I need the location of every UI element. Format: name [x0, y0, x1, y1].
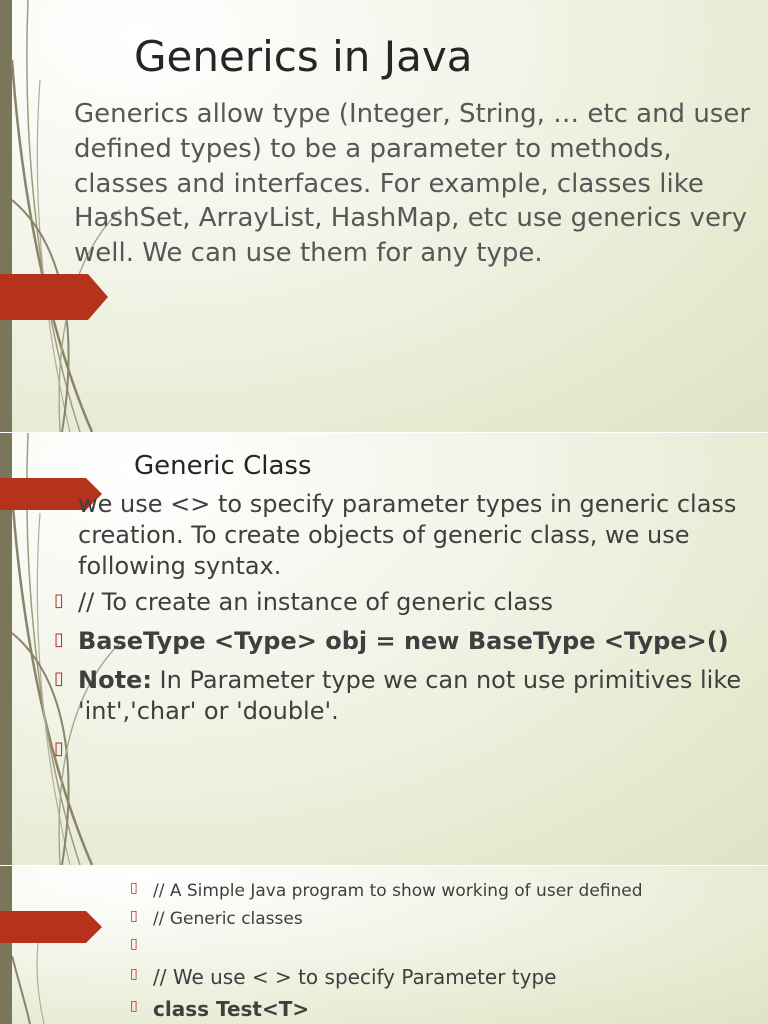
bullet-icon: ▯	[130, 880, 138, 896]
bullet-icon: ▯	[54, 738, 64, 759]
list-item	[54, 626, 754, 657]
note-text: In Parameter type we can not use primitives like 'int','char' or 'double'.	[78, 666, 742, 725]
list-item	[130, 880, 750, 902]
accent-tab	[0, 274, 108, 320]
slide-intro-text: we use <> to specify parameter types in generic class creation. To create objects of generic class, we use following syntax.	[78, 490, 737, 580]
accent-tab	[0, 911, 102, 943]
bullet-icon: ▯	[130, 998, 138, 1014]
list-item	[130, 964, 750, 990]
bullet-icon: ▯	[54, 668, 64, 689]
list-item	[54, 665, 754, 727]
code-line: // Generic classes	[153, 909, 303, 929]
slide-title: Generic Class	[134, 451, 312, 481]
bullet-icon: ▯	[130, 908, 138, 924]
bullet-icon: ▯	[130, 936, 138, 952]
slide-body-text: Generics allow type (Integer, String, … etc and user defined types) to be a parameter to methods, classes and interfaces. For example, classes like HashSet, ArrayList, HashMap, etc use generics very well. We can use them for any type.	[74, 99, 751, 269]
slide-3	[0, 866, 768, 1024]
slide-title: Generics in Java	[134, 32, 473, 81]
list-item	[54, 735, 754, 766]
bullet-text: // To create an instance of generic class	[78, 588, 554, 616]
decorative-swoosh-lines	[0, 866, 130, 1024]
code-line: // A Simple Java program to show working of user defined	[153, 881, 643, 901]
bullet-icon: ▯	[54, 590, 64, 611]
bullet-code-text: BaseType <Type> obj = new BaseType <Type>()	[78, 627, 729, 655]
code-bullet-list	[130, 880, 750, 1024]
list-item	[130, 996, 750, 1022]
list-item	[54, 587, 754, 618]
bullet-list	[54, 587, 754, 774]
note-label: Note:	[78, 666, 152, 694]
list-item	[130, 936, 750, 958]
bullet-icon: ▯	[54, 629, 64, 650]
code-line: // We use < > to specify Parameter type	[153, 965, 557, 989]
bullet-icon: ▯	[130, 966, 138, 982]
slide-2	[0, 433, 768, 865]
list-item	[130, 908, 750, 930]
code-line: class Test<T>	[153, 997, 310, 1021]
slide-1	[0, 0, 768, 432]
